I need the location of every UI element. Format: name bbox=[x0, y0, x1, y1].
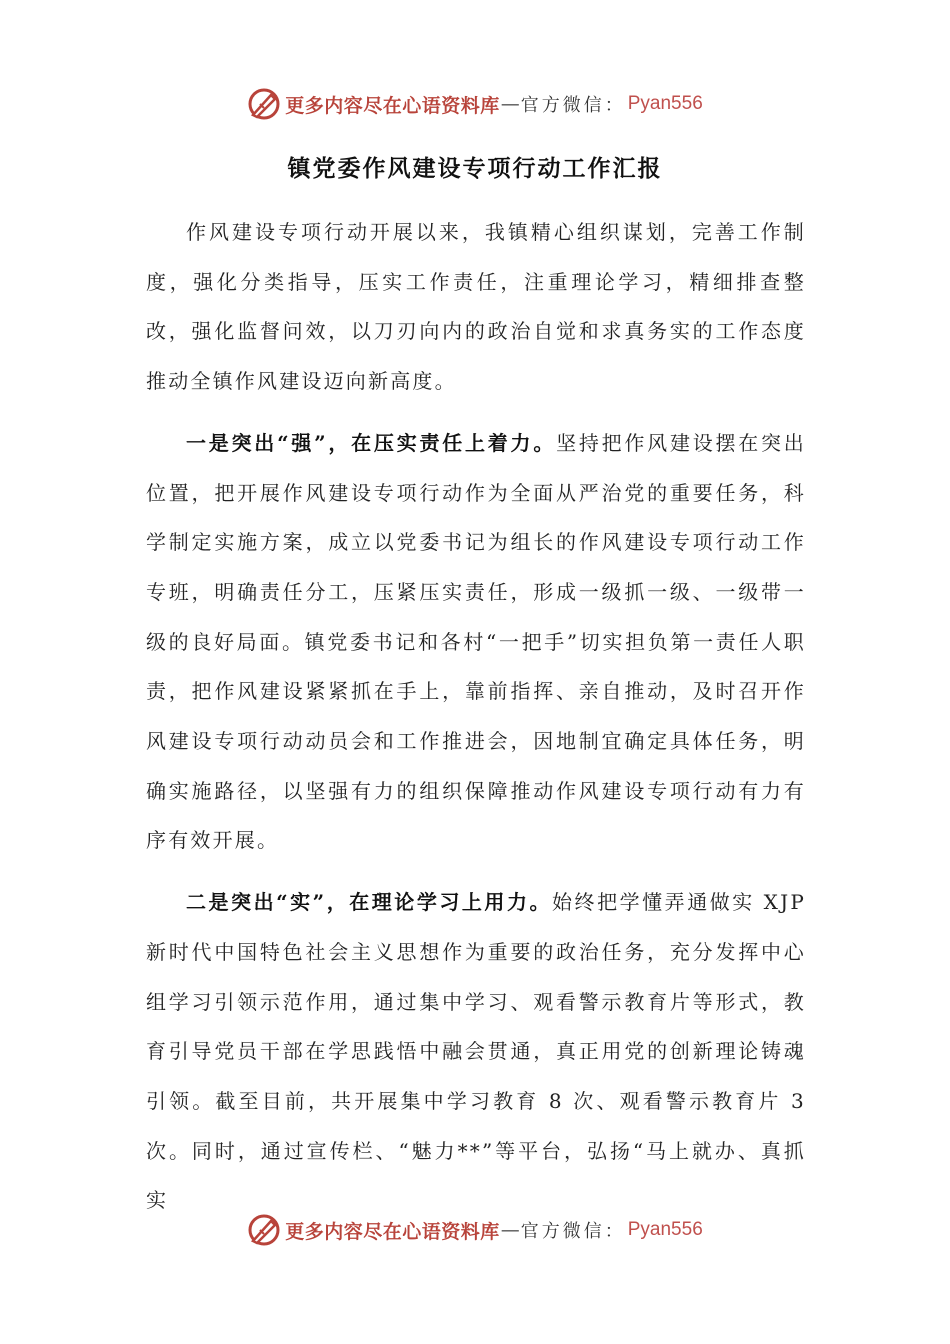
banner-dash: — bbox=[500, 1219, 520, 1241]
banner-wechat-label: 官方微信： bbox=[520, 95, 626, 116]
header-banner bbox=[0, 84, 950, 124]
banner-brand: 更多内容尽在心语资料库 bbox=[285, 1220, 500, 1243]
paragraph-lead: 二是突出“实”，在理论学习上用力。 bbox=[186, 890, 553, 915]
paragraph-text: 始终把学懂弄通做实 XJP 新时代中国特色社会主义思想作为重要的政治任务，充分发挥中心组学习引领示范作用，通过集中学习、观看警示教育片等形式，教育引导党员干部在学思践悟中融会贯通，真正用党的创新理论铸魂引领。截至目前，共开展集中学习教育 8 次、观看警示教育片 3 次。同时，通过宣传栏、“魅力**”等平台，弘扬“马上就办、真抓实 bbox=[146, 890, 806, 1213]
banner-wechat-id: Pyan556 bbox=[627, 93, 703, 114]
paragraph-lead: 一是突出“强”，在压实责任上着力。 bbox=[186, 430, 557, 455]
paragraph-section-2 bbox=[146, 878, 806, 1226]
pen-logo-icon bbox=[247, 1213, 281, 1247]
banner-wechat-label: 官方微信： bbox=[520, 1221, 626, 1242]
pen-logo-icon bbox=[247, 87, 281, 121]
banner-dash: — bbox=[500, 93, 520, 115]
document-title: 镇党委作风建设专项行动工作汇报 bbox=[287, 155, 663, 182]
document-body bbox=[146, 208, 806, 1226]
paragraph-intro bbox=[146, 208, 806, 407]
paragraph-text: 作风建设专项行动开展以来，我镇精心组织谋划，完善工作制度，强化分类指导，压实工作责任，注重理论学习，精细排查整改，强化监督问效，以刀刃向内的政治自觉和求真务实的工作态度推动全镇作风建设迈向新高度。 bbox=[146, 220, 806, 394]
banner-wechat-id: Pyan556 bbox=[627, 1219, 703, 1240]
footer-banner bbox=[0, 1210, 950, 1250]
paragraph-section-1 bbox=[146, 419, 806, 866]
banner-brand: 更多内容尽在心语资料库 bbox=[285, 94, 500, 117]
paragraph-text: 坚持把作风建设摆在突出位置，把开展作风建设专项行动作为全面从严治党的重要任务，科学制定实施方案，成立以党委书记为组长的作风建设专项行动工作专班，明确责任分工，压紧压实责任，形成一级抓一级、一级带一级的良好局面。镇党委书记和各村“一把手”切实担负第一责任人职责，把作风建设紧紧抓在手上，靠前指挥、亲自推动，及时召开作风建设专项行动动员会和工作推进会，因地制宜确定具体任务，明确实施路径，以坚强有力的组织保障推动作风建设专项行动有力有序有效开展。 bbox=[146, 430, 806, 853]
